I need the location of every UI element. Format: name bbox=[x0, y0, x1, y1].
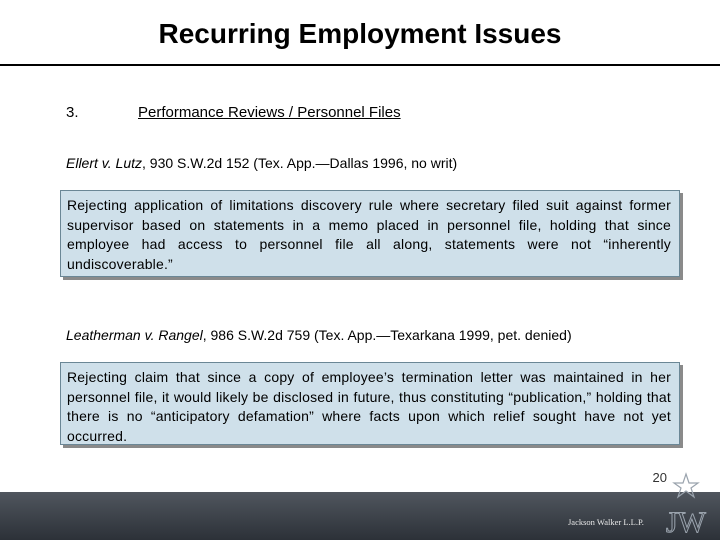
svg-text:JW: JW bbox=[666, 506, 706, 538]
title-divider bbox=[0, 64, 720, 66]
jw-star-logo-icon bbox=[658, 466, 714, 538]
case-reference: , 930 S.W.2d 152 (Tex. App.—Dallas 1996, no writ) bbox=[142, 155, 458, 171]
section-number: 3. bbox=[66, 104, 79, 121]
firm-name: Jackson Walker L.L.P. bbox=[568, 517, 644, 527]
case-citation-1 bbox=[66, 155, 457, 171]
page-title: Recurring Employment Issues bbox=[158, 18, 562, 49]
case-name: Leatherman v. Rangel bbox=[66, 327, 203, 343]
case-name: Ellert v. Lutz bbox=[66, 155, 142, 171]
case-citation-2 bbox=[66, 327, 572, 343]
case-summary: Rejecting application of limitations discovery rule where secretary filed suit against former supervisor based on statements in a memo placed in personnel file, holding that since employee had access to personnel file all along, statements were not “inherently undiscoverable.” bbox=[67, 197, 671, 272]
footer-bar bbox=[0, 492, 720, 540]
case-summary: Rejecting claim that since a copy of employee’s termination letter was maintained in her personnel file, it would likely be disclosed in future, thus constituting “publication,” holding that there is no “anticipatory defamation” where facts upon which relief sought have not yet occurred. bbox=[67, 369, 671, 444]
case-reference: , 986 S.W.2d 759 (Tex. App.—Texarkana 1999, pet. denied) bbox=[202, 327, 572, 343]
section-title: Performance Reviews / Personnel Files bbox=[138, 104, 401, 121]
case-summary-box-2 bbox=[60, 362, 680, 445]
page-number: 20 bbox=[652, 470, 667, 485]
case-summary-box-1 bbox=[60, 190, 680, 277]
